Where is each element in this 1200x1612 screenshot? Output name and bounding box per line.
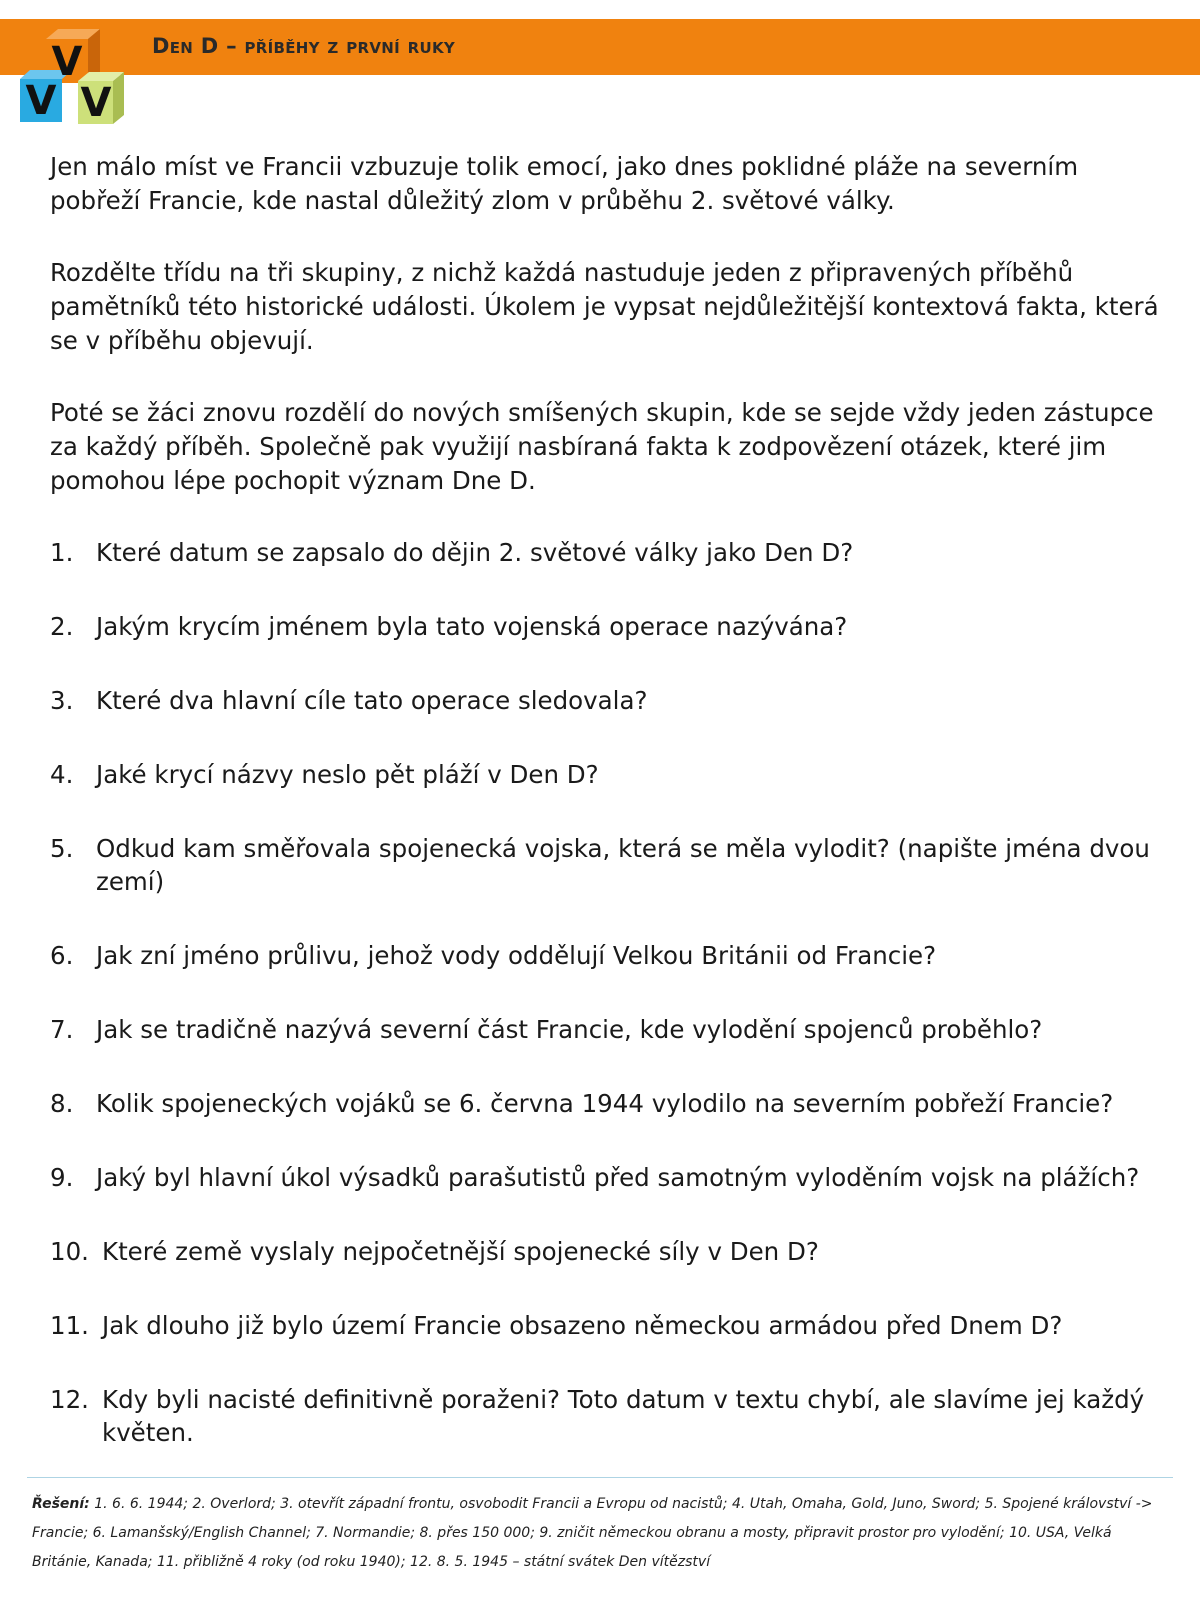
question-number: 1. bbox=[50, 538, 74, 567]
question-list bbox=[50, 536, 1160, 1449]
solution-text: 1. 6. 6. 1944; 2. Overlord; 3. otevřít západní frontu, osvobodit Francii a Evropu od nacistů; 4. Utah, Omaha, Gold, Juno, Sword; 5. Spojené království -> Francie; 6. Lamanšský/English Channel; 7. Normandie; 8. přes 150 000; 9. zničit německou obranu a mosty, připravit prostor pro vylodění; 10. USA, Velká Británie, Kanada; 11. přibližně 4 roky (od roku 1940); 12. 8. 5. 1945 – státní svátek Den vítězství bbox=[32, 1496, 1153, 1570]
question-item bbox=[50, 1087, 1160, 1120]
question-text: Jak zní jméno průlivu, jehož vody oddělují Velkou Británii od Francie? bbox=[96, 941, 937, 970]
question-item bbox=[50, 684, 1160, 717]
question-item bbox=[50, 939, 1160, 972]
question-text: Které země vyslaly nejpočetnější spojenecké síly v Den D? bbox=[102, 1237, 819, 1266]
question-number: 12. bbox=[50, 1385, 89, 1414]
question-number: 5. bbox=[50, 834, 74, 863]
logo-letter-right: V bbox=[80, 80, 112, 126]
solution-footnote bbox=[32, 1490, 1162, 1577]
question-number: 10. bbox=[50, 1237, 89, 1266]
main-content bbox=[50, 150, 1160, 1490]
intro-paragraph: Jen málo míst ve Francii vzbuzuje tolik emocí, jako dnes poklidné pláže na severním pobřeží Francie, kde nastal důležitý zlom v průběhu 2. světové války. bbox=[50, 152, 1079, 215]
question-item bbox=[50, 610, 1160, 643]
question-number: 4. bbox=[50, 760, 74, 789]
question-number: 7. bbox=[50, 1015, 74, 1044]
question-item bbox=[50, 1383, 1160, 1449]
question-number: 11. bbox=[50, 1311, 89, 1340]
question-text: Jaké krycí názvy neslo pět pláží v Den D? bbox=[96, 760, 599, 789]
question-text: Jak dlouho již bylo území Francie obsazeno německou armádou před Dnem D? bbox=[102, 1311, 1063, 1340]
question-text: Které datum se zapsalo do dějin 2. světové války jako Den D? bbox=[96, 538, 854, 567]
question-number: 3. bbox=[50, 686, 74, 715]
question-item bbox=[50, 832, 1160, 898]
question-number: 2. bbox=[50, 612, 74, 641]
question-text: Kdy byli nacisté definitivně poraženi? Toto datum v textu chybí, ale slavíme jej každý květen. bbox=[102, 1385, 1145, 1447]
question-text: Jakým krycím jménem byla tato vojenská operace nazývána? bbox=[96, 612, 848, 641]
instructions-paragraph: Rozdělte třídu na tři skupiny, z nichž každá nastuduje jeden z připravených příběhů pamětníků této historické události. Úkolem je vypsat nejdůležitější kontextová fakta, která se v příběhu objevují. bbox=[50, 258, 1159, 355]
question-text: Které dva hlavní cíle tato operace sledovala? bbox=[96, 686, 648, 715]
question-text: Odkud kam směřovala spojenecká vojska, která se měla vylodit? (napište jména dvou zemí) bbox=[96, 834, 1150, 896]
page-title: Den D – příběhy z první ruky bbox=[152, 34, 456, 58]
question-item bbox=[50, 1161, 1160, 1194]
question-item bbox=[50, 536, 1160, 569]
question-number: 9. bbox=[50, 1163, 74, 1192]
question-text: Jaký byl hlavní úkol výsadků parašutistů před samotným vyloděním vojsk na plážích? bbox=[96, 1163, 1140, 1192]
task-paragraph: Poté se žáci znovu rozdělí do nových smíšených skupin, kde se sejde vždy jeden zástupce za každý příběh. Společně pak využijí nasbíraná fakta k zodpovězení otázek, které jim pomohou lépe pochopit význam Dne D. bbox=[50, 398, 1154, 495]
question-number: 8. bbox=[50, 1089, 74, 1118]
solution-label: Řešení: bbox=[32, 1496, 90, 1512]
question-item bbox=[50, 758, 1160, 791]
question-text: Jak se tradičně nazývá severní část Francie, kde vylodění spojenců proběhlo? bbox=[96, 1015, 1043, 1044]
question-item bbox=[50, 1235, 1160, 1268]
question-item bbox=[50, 1013, 1160, 1046]
question-text: Kolik spojeneckých vojáků se 6. června 1944 vylodilo na severním pobřeží Francie? bbox=[96, 1089, 1114, 1118]
question-item bbox=[50, 1309, 1160, 1342]
logo bbox=[20, 27, 128, 127]
divider bbox=[27, 1477, 1173, 1478]
logo-letter-top: V bbox=[51, 39, 83, 85]
logo-letter-left: V bbox=[25, 78, 57, 124]
question-number: 6. bbox=[50, 941, 74, 970]
